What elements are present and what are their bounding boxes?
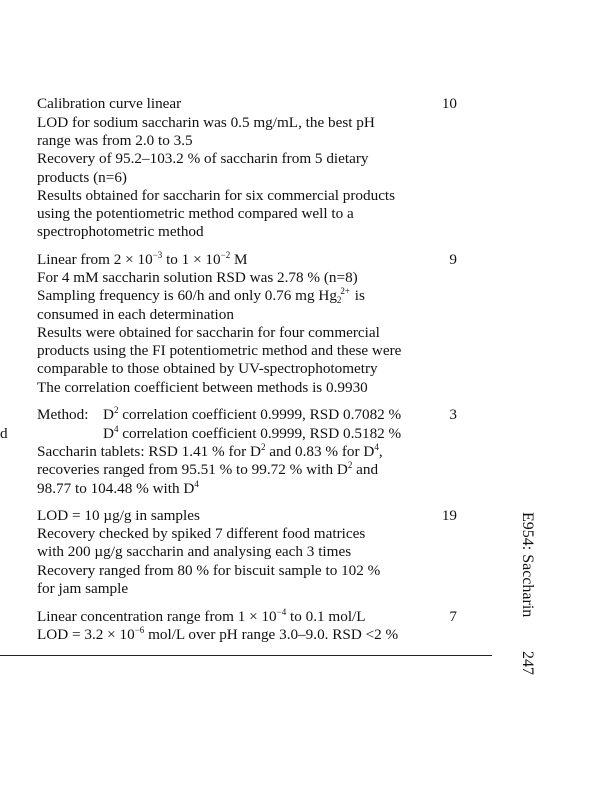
entry-1-line-1: Calibration curve linear bbox=[37, 95, 182, 112]
entry-2-line-5: Results were obtained for saccharin for four commercial bbox=[37, 324, 380, 341]
entry-3-ref: 3 bbox=[449, 406, 457, 423]
entry-5-lod: LOD = $3.2 \times 10^{-6}$ mol/L over pH range 3.0–9.0. RSD <2 % bbox=[37, 625, 399, 643]
entry-2-line-4: consumed in each determination bbox=[37, 306, 234, 323]
entry-3-recoveries-2: 98.77 to 104.48 % with $D^4$ bbox=[37, 479, 199, 497]
entry-3-recoveries: recoveries ranged from 95.51 % to 99.72 % with $D^2$ and bbox=[37, 460, 379, 478]
entry-5-ref: 7 bbox=[449, 608, 457, 625]
entry-1-line-8: spectrophotometric method bbox=[37, 223, 204, 240]
entry-3-cut-letter: d bbox=[0, 425, 8, 442]
entry-4-line-1: LOD = 10 µg/g in samples bbox=[37, 507, 200, 524]
entry-4-line-2: Recovery checked by spiked 7 different food matrices bbox=[37, 525, 366, 542]
entry-3-tablets: Saccharin tablets: RSD 1.41 % for $D^2$ and 0.83 % for $D^4$, bbox=[37, 442, 383, 460]
entry-2-sampling: Sampling frequency is 60/h and only 0.76 mg $Hg_2^{2+}$ is bbox=[37, 286, 365, 305]
entry-3-method-label: Method: bbox=[37, 406, 89, 423]
entry-4-line-4: Recovery ranged from 80 % for biscuit sample to 102 % bbox=[37, 562, 381, 579]
entry-2-ref: 9 bbox=[449, 251, 457, 268]
entry-3-method-d4: $D^4$ correlation coefficient 0.9999, RSD 0.5182 % bbox=[103, 424, 402, 442]
entry-1-line-6: Results obtained for saccharin for six commercial products bbox=[37, 187, 396, 204]
running-head-title: E954: Saccharin bbox=[519, 512, 536, 618]
entry-5-linear-range: Linear concentration range from $1 \times 10^{-4}$ to 0.1 mol/L bbox=[37, 607, 366, 625]
entry-2-line-2: For 4 mM saccharin solution RSD was 2.78 % (n=8) bbox=[37, 269, 358, 286]
entry-1-line-2: LOD for sodium saccharin was 0.5 mg/mL, the best pH bbox=[37, 114, 375, 131]
entry-2-line-6: products using the FI potentiometric method and these were bbox=[37, 342, 402, 359]
table-bottom-rule bbox=[0, 655, 492, 656]
running-head bbox=[518, 512, 536, 675]
entry-2-line-8: The correlation coefficient between methods is 0.9930 bbox=[37, 379, 368, 396]
entry-4-ref: 19 bbox=[441, 507, 457, 524]
entry-1-line-3: range was from 2.0 to 3.5 bbox=[37, 132, 193, 149]
entry-1-line-7: using the potentiometric method compared well to a bbox=[37, 205, 354, 222]
entry-4-line-3: with 200 µg/g saccharin and analysing each 3 times bbox=[37, 543, 352, 560]
entry-4-line-5: for jam sample bbox=[37, 580, 129, 597]
entry-2-linear-range: Linear from $2 \times 10^{-3}$ to $1 \times 10^{-2}$ M bbox=[37, 250, 248, 268]
entry-1-ref: 10 bbox=[441, 95, 457, 112]
entry-1-line-5: products (n=6) bbox=[37, 169, 127, 186]
entry-1-line-4: Recovery of 95.2–103.2 % of saccharin from 5 dietary bbox=[37, 150, 369, 167]
entry-3-method-d2: $D^2$ correlation coefficient 0.9999, RSD 0.7082 % bbox=[103, 405, 402, 423]
page-number: 247 bbox=[519, 651, 536, 676]
entry-2-line-7: comparable to those obtained by UV-spectrophotometry bbox=[37, 360, 378, 377]
